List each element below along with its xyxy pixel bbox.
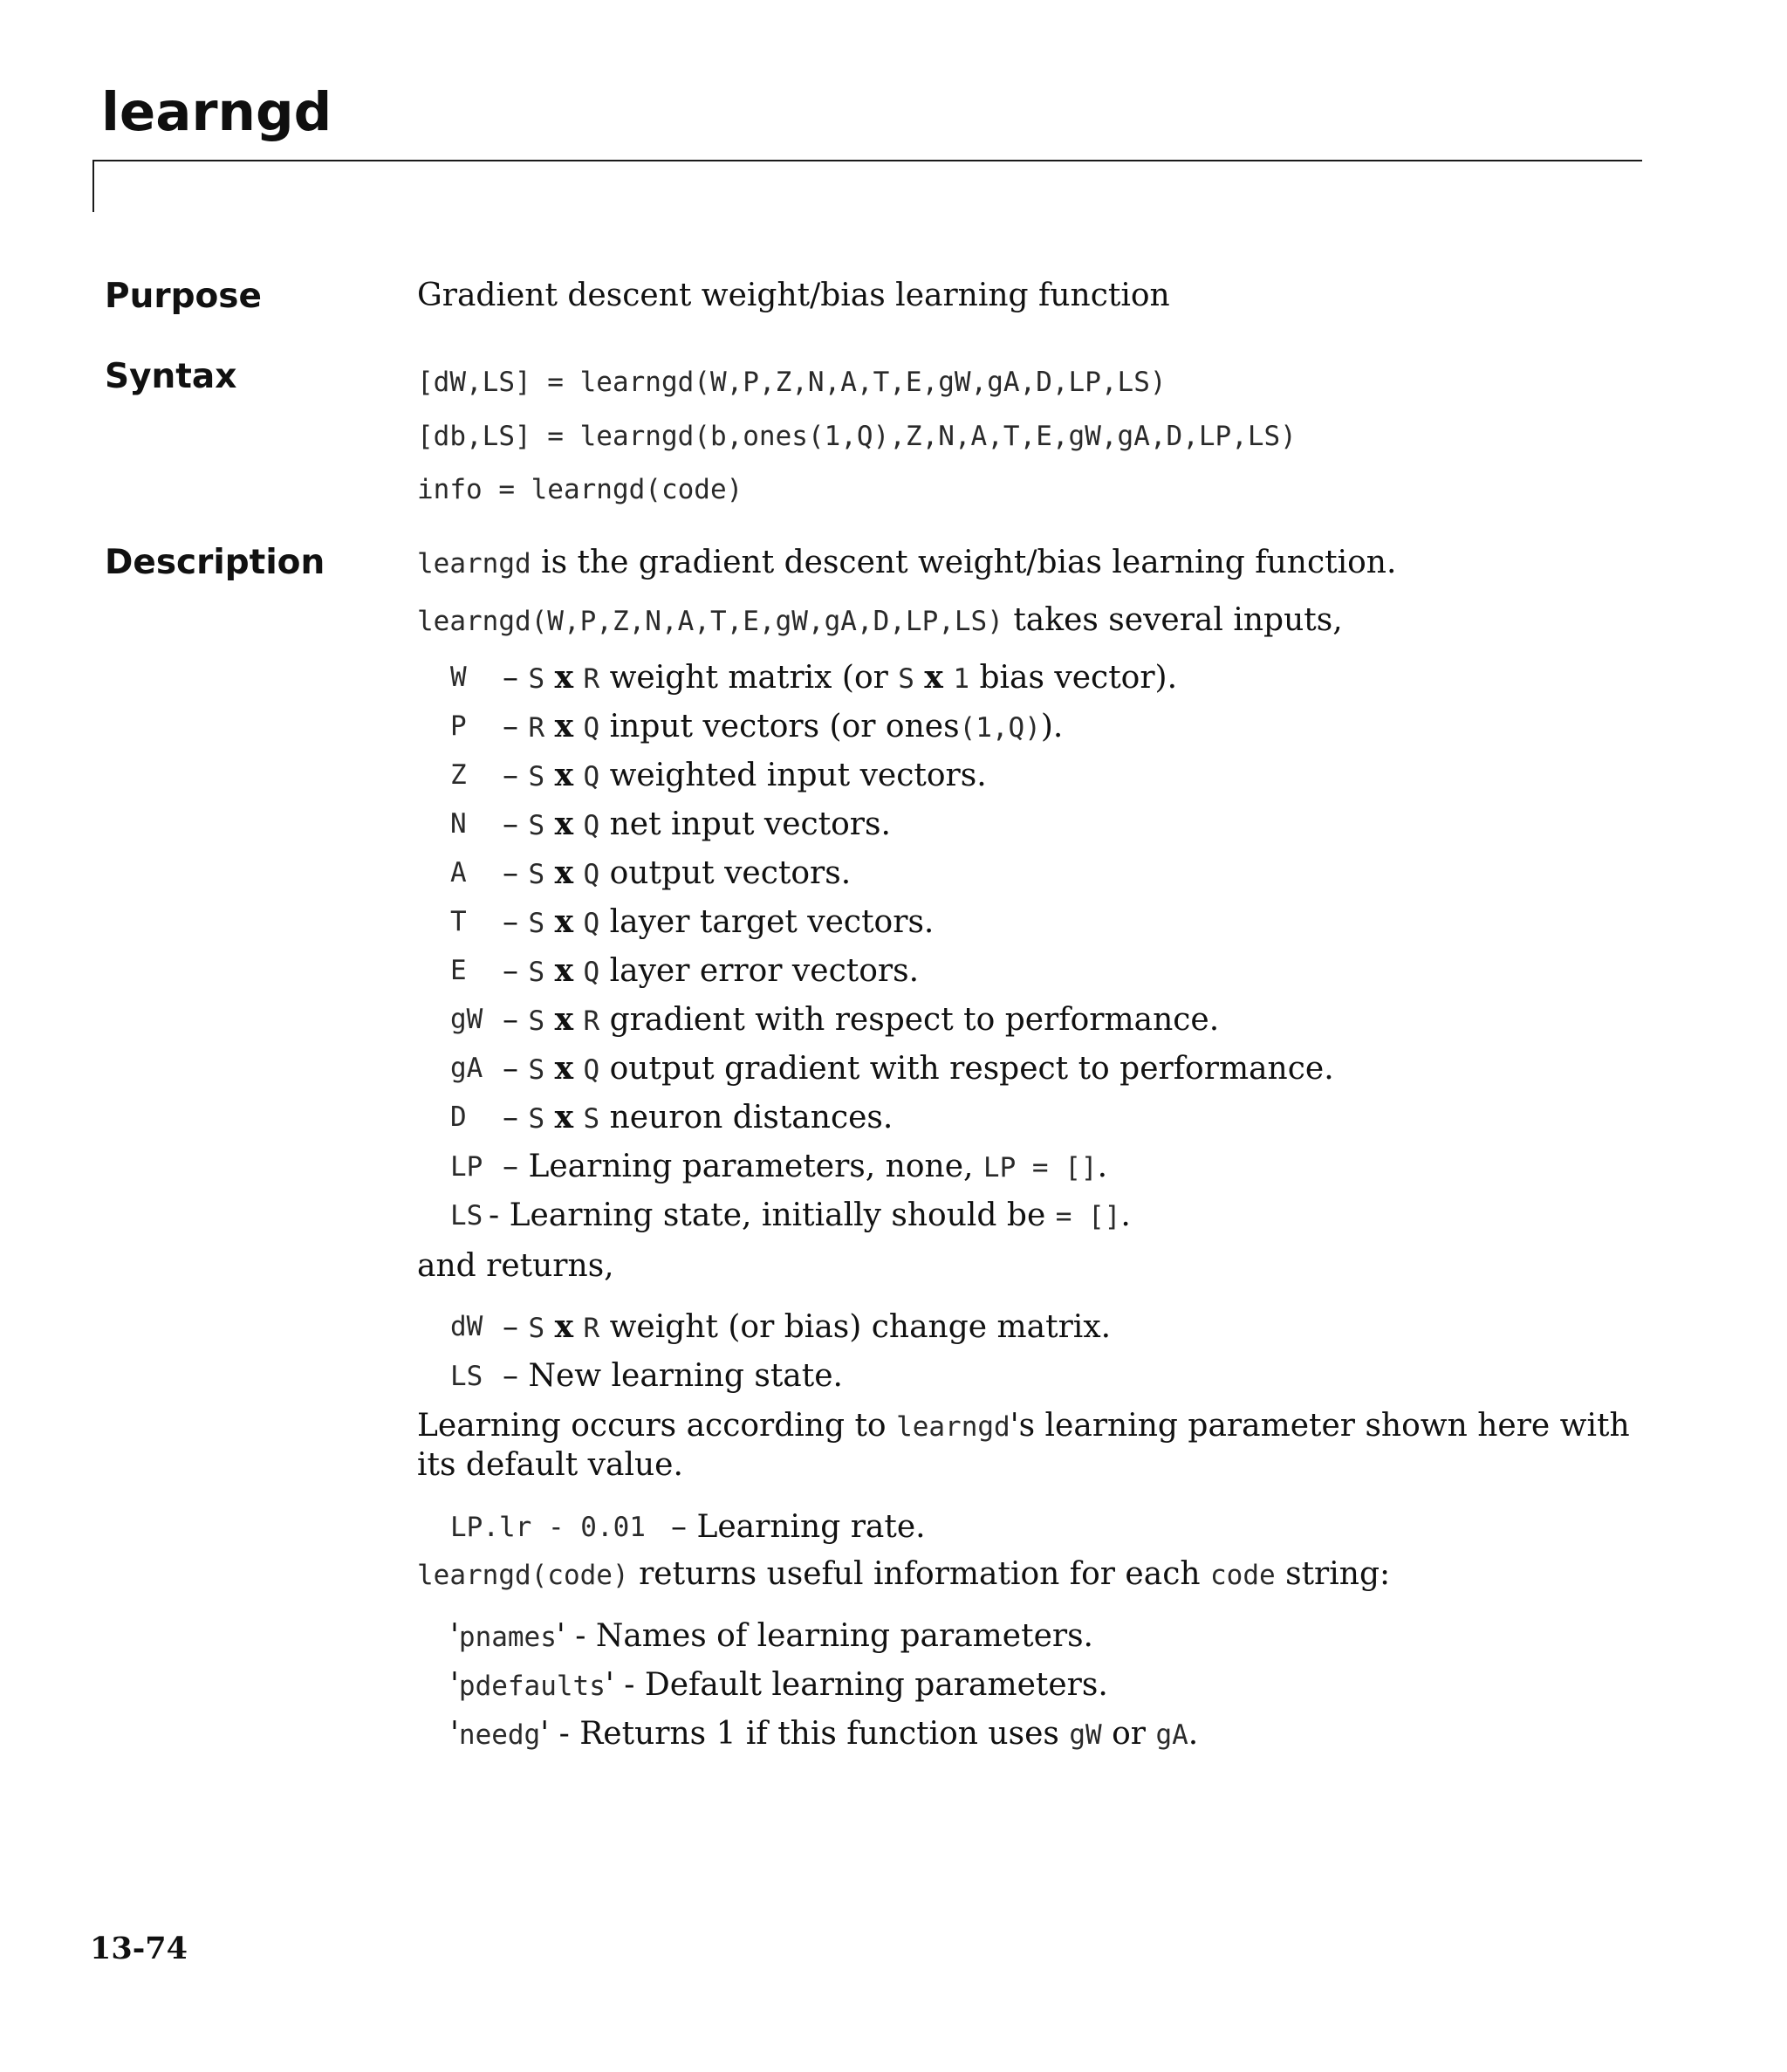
arg-desc: – S x Q weighted input vectors. [503, 757, 987, 793]
call-text: takes several inputs, [1003, 602, 1343, 638]
arg-desc: – S x R weight matrix (or S x 1 bias vector). [503, 659, 1178, 696]
description-call-line [417, 602, 1343, 638]
arg-desc: – R x Q input vectors (or ones(1,Q)). [503, 708, 1064, 744]
arg-desc: – Learning parameters, none, LP = []. [503, 1149, 1108, 1184]
description-heading: Description [105, 543, 325, 582]
arg-desc: – S x R weight (or bias) change matrix. [503, 1308, 1112, 1345]
code-item-pnames: 'pnames' - Names of learning parameters. [450, 1618, 1093, 1654]
syntax-line-1: [dW,LS] = learngd(W,P,Z,N,A,T,E,gW,gA,D,LP,LS) [417, 367, 1167, 398]
arg-name: D [450, 1101, 467, 1133]
arg-name: LS [450, 1200, 483, 1232]
inline-code: learngd(W,P,Z,N,A,T,E,gW,gA,D,LP,LS) [417, 606, 1003, 637]
arg-desc: – S x S neuron distances. [503, 1099, 894, 1135]
arg-desc: – S x Q net input vectors. [503, 806, 891, 842]
arg-name: A [450, 857, 467, 888]
arg-name: LS [450, 1361, 483, 1392]
arg-desc: – S x Q output vectors. [503, 854, 852, 891]
title-rule-vertical [92, 160, 94, 212]
syntax-line-2: [db,LS] = learngd(b,ones(1,Q),Z,N,A,T,E,gW,gA,D,LP,LS) [417, 421, 1297, 452]
arg-name: W [450, 662, 467, 693]
arg-desc: - Learning state, initially should be = []. [489, 1197, 1131, 1233]
code-item-pdefaults: 'pdefaults' - Default learning parameters. [450, 1667, 1108, 1703]
arg-name: dW [450, 1311, 483, 1342]
inline-code: learngd [417, 548, 531, 580]
arg-desc: – S x R gradient with respect to performance. [503, 1001, 1220, 1038]
arg-desc: – S x Q layer error vectors. [503, 952, 920, 989]
learning-line-2: its default value. [417, 1447, 683, 1483]
arg-name: Z [450, 759, 467, 791]
arg-desc: – S x Q layer target vectors. [503, 903, 935, 940]
description-intro [417, 547, 1396, 579]
arg-name: P [450, 710, 467, 742]
page-number: 13-74 [90, 1931, 188, 1966]
code-item-needg: 'needg' - Returns 1 if this function uses gW or gA. [450, 1716, 1199, 1752]
syntax-line-3: info = learngd(code) [417, 474, 743, 505]
title-rule-horizontal [92, 160, 1642, 161]
code-info-line: learngd(code) returns useful information for each code string: [417, 1556, 1391, 1592]
purpose-text: Gradient descent weight/bias learning function [417, 278, 1170, 313]
arg-desc: – New learning state. [503, 1358, 843, 1394]
arg-name: LP [450, 1151, 483, 1183]
arg-name: gW [450, 1004, 483, 1035]
inline-code: learngd [896, 1411, 1010, 1443]
arg-name: E [450, 955, 467, 986]
arg-name: N [450, 808, 467, 840]
returns-text: and returns, [417, 1248, 614, 1284]
arg-name: gA [450, 1053, 483, 1084]
inline-code: code [1210, 1560, 1276, 1591]
inline-code: learngd(code) [417, 1560, 629, 1591]
intro-text: is the gradient descent weight/bias learning function. [531, 545, 1397, 580]
learning-line-1: Learning occurs according to learngd's learning parameter shown here with [417, 1408, 1630, 1444]
arg-name: T [450, 906, 467, 937]
page-title: learngd [101, 81, 332, 143]
purpose-heading: Purpose [105, 277, 262, 316]
arg-desc: – S x Q output gradient with respect to performance. [503, 1050, 1334, 1087]
param-desc: – Learning rate. [671, 1509, 926, 1545]
param-code: LP.lr - 0.01 [450, 1512, 646, 1543]
syntax-heading: Syntax [105, 357, 237, 396]
